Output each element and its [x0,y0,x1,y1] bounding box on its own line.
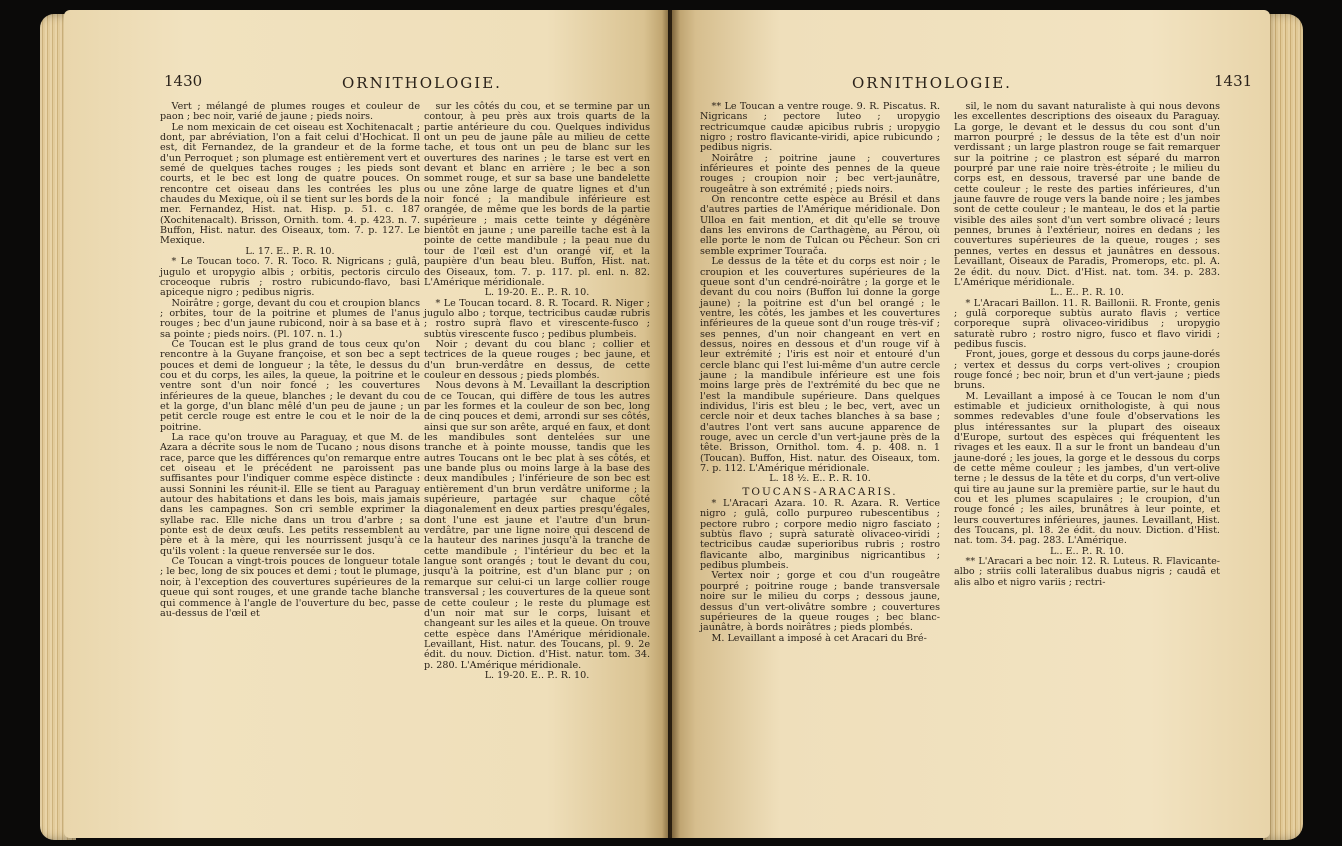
paragraph: * L'Aracari Baillon. 11. R. Baillonii. R. Fronte, genis ; gulâ corporeque subtùs aurato flavis ; vertice corporeque suprà olivaceo-viridibus ; uropygio saturatè rubro ; rostro nigro, fusco et flavo viridi ; pedibus fuscis. [954,297,1220,350]
paragraph: La race qu'on trouve au Paraguay, et que M. de Azara a décrite sous le nom de Tucano ; nous disons race, parce que les différences qu'on remarque entre cet oiseau et le précédent ne paroissent pas suffisantes pour l'indiquer comme espèce distincte : aussi Sonnini les réunit-il. Elle se tient au Paraguay autour des habitations et dans les bois, mais jamais dans les campagnes. Son cri semble exprimer la syllabe rac. Elle niche dans un trou d'arbre ; sa ponte est de deux œufs. Les petits ressemblent au père et à la mère, qui les nourrissent jusqu'à ce qu'ils volent : la queue renversée sur le dos. [160,432,420,557]
paragraph: sil, le nom du savant naturaliste à qui nous devons les excellentes descriptions des oiseaux du Paraguay. La gorge, le devant et le dessus du cou sont d'un marron pourpré ; le dessus de la tête est d'un noir verdissant ; un large plastron rouge se fait remarquer sur la poitrine ; ce plastron est séparé du marron pourpré par une raie noire très-étroite ; le milieu du corps est, en dessous, traversé par une bande de cette couleur ; le reste des parties inférieures, d'un jaune fauvre de rouge vers la bande noire ; les jambes sont de cette couleur ; le manteau, le dos et la partie visible des ailes sont d'un vert sombre olivacé ; leurs pennes, brunes à l'extérieur, noires en dedans ; les couvertures supérieures de la queue, rouges ; ses pennes, vertes en dessus et jaunâtres en dessous. Levaillant, Oiseaux de Paradis, Promerops, etc. pl. A. 2e édit. du nouv. Dict. d'Hist. nat. tom. 34. p. 283. L'Amérique méridionale. [954,101,1220,288]
page-number-right: 1431 [1214,72,1253,90]
page-number-left: 1430 [164,72,203,90]
paragraph: ** L'Aracari a bec noir. 12. R. Luteus. R. Flavicante-albo ; striis colli lateralibus duabus nigris ; caudâ et alis albo et nigro variis ; rectri- [954,556,1220,588]
paragraph: Nous devons à M. Levaillant la description de ce Toucan, qui diffère de tous les autres par les formes et la couleur de son bec, long de cinq pouces et demi, arrondi sur ses côtés, ainsi que sur son arête, arqué en faux, et dont les mandibules sont dentelées sur une tranche et à pointe mousse, tandis que les autres Toucans ont le bec plat à ses côtés, et une bande plus ou moins large à la base des deux mandibules ; l'inférieure de son bec est entièrement d'un brun verdâtre uniforme ; la supérieure, partagée sur chaque côté diagonalement en deux parties presqu'égales, dont l'une est jaune et l'autre d'un brun-verdâtre, par une ligne noire qui descend de la hauteur des narines jusqu'à la tranche de cette mandibule ; l'intérieur du bec et la langue sont orangés ; tout le devant du cou, jusqu'à la poitrine, est d'un blanc pur ; on remarque sur celui-ci un large collier rouge transversal ; les couvertures de la queue sont de cette couleur ; le reste du plumage est d'un noir mat sur le corps, luisant et changeant sur les ailes et la queue. On trouve cette espèce dans l'Amérique méridionale. Levaillant, Hist. natur. des Toucans, pl. 9. 2e édit. du nouv. Diction. d'Hist. natur. tom. 34. p. 280. L'Amérique méridionale. [424,380,650,671]
paragraph: Vert ; mélangé de plumes rouges et couleur de paon ; bec noir, varié de jaune ; pieds noirs. [160,101,420,123]
measurement-line: L.. E.. P.. R. 10. [1050,287,1124,299]
paragraph: M. Levaillant a imposé à cet Aracari du Bré- [711,632,927,644]
measurement-line: L. 17. E.. P.. R. 10. [245,245,335,257]
section-heading: TOUCANS-ARACARIS. [742,485,898,498]
left-column-2 [424,102,650,681]
measurement-line: L. 19-20. E.. P.. R. 10. [484,287,590,299]
paragraph: Front, joues, gorge et dessous du corps jaune-dorés ; vertex et dessus du corps vert-olives ; croupion rouge foncé ; bec noir, brun et d'un vert-jaune ; pieds bruns. [954,349,1220,392]
page-header-left: ORNITHOLOGIE. [342,74,502,92]
left-column-1 [160,102,420,619]
paragraph: Noirâtre ; poitrine jaune ; couvertures inférieures et pointe des pennes de la queue rouges ; croupion noir ; bec vert-jaunâtre, rougeâtre à son extrémité ; pieds noirs. [700,152,940,195]
right-column-2 [954,102,1220,588]
paragraph: * L'Aracari Azara. 10. R. Azara. R. Vertice nigro ; gulâ, collo purpureo rubescentibus ; pectore rubro ; corpore medio nigro fasciato ; subtùs flavo ; suprà saturatè olivaceo-viridi ; tectricibus caudæ superioribus rubris ; rostro flavicante albo, marginibus nigricantibus ; pedibus plumbeis. [700,498,940,572]
paragraph: sur les côtés du cou, et se termine par un contour, à peu près aux trois quarts de la partie antérieure du cou. Quelques individus ont un peu de jaune pâle au milieu de cette tache, et tous ont un peu de blanc sur les ouvertures des narines ; le tarse est vert en devant et blanc en arrière ; le bec a son sommet rouge, et sur sa base une bandelette ou une zône large de quatre lignes et d'un noir foncé ; la mandibule inférieure est orangée, de même que les bords de la partie supérieure ; mais cette teinte y dégénère bientôt en jaune ; une pareille tache est à la pointe de cette mandibule ; la peau nue du tour de l'œil est d'un orangé vif, et la paupière d'un beau bleu. Buffon, Hist. nat. des Oiseaux, tom. 7. p. 117. pl. enl. n. 82. L'Amérique méridionale. [424,101,650,288]
page-header-right: ORNITHOLOGIE. [852,74,1012,92]
paragraph: Le dessus de la tête et du corps est noir ; le croupion et les couvertures supérieures de la queue sont d'un cendré-noirâtre ; la gorge et le devant du cou noirs (Buffon lui donne la gorge jaune) ; la poitrine est d'un bel orangé ; le ventre, les côtés, les jambes et les couvertures inférieures de la queue sont d'un rouge très-vif ; ses pennes, d'un noir changeant en vert en dessus, noires en dessous et d'un rouge vif à leur extrémité ; l'iris est noir et entouré d'un cercle blanc qui l'est lui-même d'un autre cercle jaune ; la mandibule inférieure est une fois moins large près de l'extrémité du bec que ne l'est la mandibule supérieure. Dans quelques individus, l'iris est bleu ; le bec, vert, avec un cercle noir et deux taches blanches à sa base ; d'autres l'ont vert sans aucune apparence de rouge, avec un cercle d'un vert-jaune près de la tête. Brisson, Ornithol. tom. 4. p. 408. n. 1 (Toucan). Buffon, Hist. natur. des Oiseaux, tom. 7. p. 112. L'Amérique méridionale. [700,256,940,475]
measurement-line: L. 18 ½. E.. P.. R. 10. [769,473,871,485]
book-gutter [662,10,680,838]
paragraph: ** Le Toucan a ventre rouge. 9. R. Piscatus. R. Nigricans ; pectore luteo ; uropygio rectricumque caudæ apicibus rubris ; uropygio nigro ; rostro flavicante-viridi, apice rubicundo ; pedibus nigris. [700,101,940,154]
paragraph: Vertex noir ; gorge et cou d'un rougeâtre pourpré ; poitrine rouge ; bande transversale noire sur le milieu du corps ; dessous jaune, dessus d'un vert-olivâtre sombre ; couvertures supérieures de la queue rouges ; bec blanc-jaunâtre, à bords noirâtres ; pieds plombés. [700,570,940,634]
right-column-1 [700,102,940,644]
measurement-line: L.. E.. P.. R. 10. [1050,545,1124,557]
paragraph: * Le Toucan toco. 7. R. Toco. R. Nigricans ; gulâ, jugulo et uropygio albis ; orbitis, pectoris circulo croceoque rubris ; rostro rubicundo-flavo, basi apiceque nigro ; pedibus nigris. [160,256,420,299]
paragraph: Ce Toucan a vingt-trois pouces de longueur totale ; le bec, long de six pouces et demi ; tout le plumage, noir, à l'exception des couvertures supérieures de la queue qui sont rouges, et une grande tache blanche qui commence à l'angle de l'ouverture du bec, passe au-dessus de l'œil et [160,556,420,619]
paragraph: Le nom mexicain de cet oiseau est Xochitenacalt ; dont, par abréviation, l'on a fait celui d'Hochicat. Il est, dit Fernandez, de la grandeur et de la forme d'un Perroquet ; son plumage est entièrement vert et semé de quelques taches rouges ; les pieds sont courts, et le bec est long de quatre pouces. On rencontre cet oiseau dans les contrées les plus chaudes du Mexique, où il se tient sur les bords de la mer. Fernandez, Hist. nat. Hisp. p. 51. c. 187 (Xochitenacalt). Brisson, Ornith. tom. 4. p. 423. n. 7. Buffon, Hist. natur. des Oiseaux, tom. 7. p. 127. Le Mexique. [160,121,420,247]
paragraph: Noirâtre ; gorge, devant du cou et croupion blancs ; orbites, tour de la poitrine et plumes de l'anus rouges ; bec d'un jaune rubicond, noir à sa base et à sa pointe ; pieds noirs. (Pl. 107. n. 1.) [160,297,420,340]
paragraph: * Le Toucan tocard. 8. R. Tocard. R. Niger ; jugulo albo ; torque, tectricibus caudæ rubris ; rostro suprà flavo et virescente-fusco ; subtùs virescente fusco ; pedibus plumbeis. [424,297,650,340]
left-page [64,10,668,838]
paragraph: M. Levaillant a imposé à ce Toucan le nom d'un estimable et judicieux ornithologiste, à qui nous sommes redevables d'une foule d'observations les plus intéressantes sur la plupart des oiseaux d'Europe, surtout des espèces qui fréquentent les rivages et les eaux. Il a sur le front un bandeau d'un jaune-doré ; les joues, la gorge et le dessous du corps de cette même couleur ; les jambes, d'un vert-olive terne ; le dessus de la tête et du corps, d'un vert-olive qui tire au jaune sur la première partie, sur le haut du cou et les plumes scapulaires ; le croupion, d'un rouge foncé ; les ailes, brunâtres à leur pointe, et leurs couvertures inférieures, jaunes. Levaillant, Hist. des Toucans, pl. 18. 2e édit. du nouv. Diction. d'Hist. nat. tom. 34. pag. 283. L'Amérique. [954,390,1220,547]
right-page [672,10,1270,838]
paragraph: Ce Toucan est le plus grand de tous ceux qu'on rencontre à la Guyane françoise, et son bec a sept pouces et demi de longueur ; la tête, le dessus du cou et du corps, les ailes, la queue, la poitrine et le ventre sont d'un noir foncé ; les couvertures inférieures de la queue, blanches ; le devant du cou et la gorge, d'un blanc mêlé d'un peu de jaune ; un petit cercle rouge est entre le cou et le noir de la poitrine. [160,338,420,433]
paragraph: Noir ; devant du cou blanc ; collier et tectrices de la queue rouges ; bec jaune, et d'un brun-verdâtre en dessus, de cette couleur en dessous ; pieds plombés. [424,338,650,381]
measurement-line: L. 19-20. E.. P.. R. 10. [484,669,590,681]
paragraph: On rencontre cette espèce au Brésil et dans d'autres parties de l'Amérique méridionale. Don Ulloa en fait mention, et dit qu'elle se trouve dans les environs de Carthagène, au Pérou, où elle porte le nom de Tulcan ou Pêcheur. Son cri semble exprimer Tourača. [700,194,940,257]
